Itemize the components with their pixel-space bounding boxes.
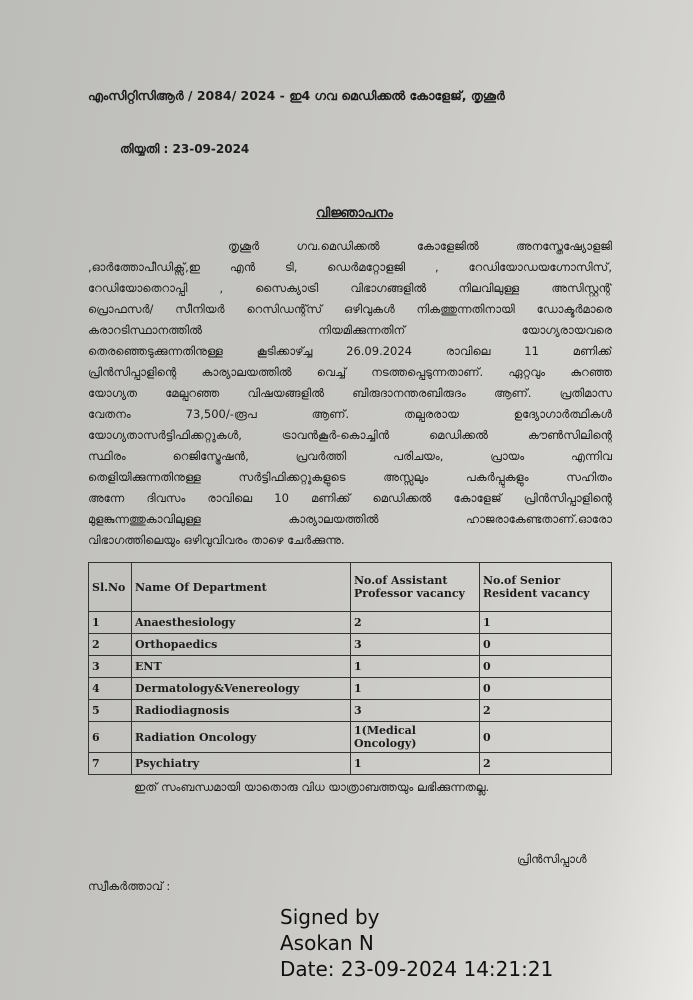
cell-department: Orthopaedics [132, 634, 351, 656]
paragraph-line: പ്രിൻസിപ്പാളിന്റെ കാര്യാലയത്തിൽ വെച്ച് നടത്തപ്പെടുന്നതാണ്. ഏറ്റവും കുറഞ്ഞ [88, 365, 612, 379]
cell-slno: 4 [89, 678, 132, 700]
travel-allowance-note: ഇത് സംബന്ധമായി യാതൊരു വിധ യാത്രാബത്തയും ലഭിക്കുന്നതല്ല. [134, 780, 490, 794]
document-title: വിജ്ഞാപനം [316, 206, 393, 221]
cell-senior-resident: 0 [480, 656, 612, 678]
cell-senior-resident: 0 [480, 634, 612, 656]
header-asst-prof: No.of Assistant Professor vacancy [351, 563, 480, 612]
paragraph-line: സ്ഥിരം റെജിസ്ട്രേഷൻ, പ്രവർത്തി പരിചയം, പ്രായം എന്നിവ [88, 449, 612, 463]
paragraph-line: വിഭാഗത്തിലെയും ഒഴിവുവിവരം താഴെ ചേർക്കുന്നു. [88, 533, 345, 547]
cell-asst-prof: 3 [351, 634, 480, 656]
cell-slno: 1 [89, 612, 132, 634]
notice-body [88, 236, 612, 551]
cell-asst-prof: 2 [351, 612, 480, 634]
cell-asst-prof: 1(Medical Oncology) [351, 722, 480, 753]
paragraph-line: യോഗ്യത മേല്പറഞ്ഞ വിഷയങ്ങളിൽ ബിരുദാനന്തരബിരുദം ആണ്. പ്രതിമാസ [88, 386, 612, 400]
cell-department: Radiodiagnosis [132, 700, 351, 722]
signature-line-name: Asokan N [280, 931, 374, 955]
table-row [89, 612, 612, 634]
paragraph-line: തൃശൂർ ഗവ.മെഡിക്കൽ കോളേജിൽ അനസ്തേഷ്യോളജി [228, 239, 612, 253]
header-senior-resident: No.of Senior Resident vacancy [480, 563, 612, 612]
paragraph-line: തെരഞ്ഞെടുക്കുന്നതിനുള്ള കൂടിക്കാഴ്ച്ച 26.09.2024 രാവിലെ 11 മണിക്ക് [88, 344, 612, 358]
paragraph-line: പ്രൊഫസർ/ സീനിയർ റെസിഡന്റ്സ് ഒഴിവുകൾ നികത്തുന്നതിനായി ഡോക്ടർമാരെ [88, 302, 612, 316]
table-row [89, 656, 612, 678]
cell-department: Psychiatry [132, 753, 351, 775]
table-row [89, 634, 612, 656]
cell-asst-prof: 1 [351, 656, 480, 678]
vacancy-table [88, 562, 612, 775]
document-date: തിയ്യതി : 23-09-2024 [120, 142, 250, 156]
header-slno: Sl.No [89, 563, 132, 612]
cell-senior-resident: 0 [480, 722, 612, 753]
cell-slno: 6 [89, 722, 132, 753]
cell-slno: 5 [89, 700, 132, 722]
table-row [89, 722, 612, 753]
cell-department: ENT [132, 656, 351, 678]
paragraph-line: കരാറടിസ്ഥാനത്തിൽ നിയമിക്കുന്നതിന് യോഗ്യരായവരെ [88, 323, 612, 337]
cell-slno: 3 [89, 656, 132, 678]
table-row [89, 678, 612, 700]
paragraph-line: വേതനം 73,500/-രൂപ ആണ്. തല്പരരായ ഉദ്യോഗാർത്ഥികൾ [88, 407, 612, 421]
reference-number: എംസിറ്റിസിആർ / 2084/ 2024 - ഇ4 ഗവ മെഡിക്കൽ കോളേജ്, തൃശൂർ [88, 88, 505, 103]
cell-senior-resident: 2 [480, 700, 612, 722]
paragraph-line: തെളിയിക്കുന്നതിനുള്ള സർട്ടിഫിക്കറ്റുകളുടെ അസ്സലും പകർപ്പുകളും സഹിതം [88, 470, 612, 484]
header-department: Name Of Department [132, 563, 351, 612]
cell-department: Anaesthesiology [132, 612, 351, 634]
signatory-title: പ്രിൻസിപ്പാൾ [517, 852, 587, 866]
paragraph-line: യോഗ്യതാസർട്ടിഫിക്കറ്റുകൾ, ട്രാവൻകൂർ-കൊച്ചിൻ മെഡിക്കൽ കൗൺസിലിന്റെ [88, 428, 612, 442]
table-row [89, 700, 612, 722]
signature-line-date: Date: 23-09-2024 14:21:21 [280, 957, 554, 981]
cell-senior-resident: 1 [480, 612, 612, 634]
digital-signature [280, 904, 553, 982]
signature-line-signed-by: Signed by [280, 905, 380, 929]
paragraph-line: മുളങ്കുന്നത്തുകാവിലുള്ള കാര്യാലയത്തിൽ ഹാജരാകേണ്ടതാണ്.ഓരോ [88, 512, 612, 526]
table-row [89, 753, 612, 775]
table-header-row [89, 563, 612, 612]
paragraph-line: റേഡിയോതെറാപ്പി , സൈക്യാട്രി വിഭാഗങ്ങളിൽ നിലവിലുള്ള അസിസ്റ്റന്റ് [88, 281, 612, 295]
cell-senior-resident: 0 [480, 678, 612, 700]
cell-asst-prof: 3 [351, 700, 480, 722]
cell-department: Dermatology&Venereology [132, 678, 351, 700]
cell-slno: 2 [89, 634, 132, 656]
cell-asst-prof: 1 [351, 753, 480, 775]
cell-asst-prof: 1 [351, 678, 480, 700]
cell-department: Radiation Oncology [132, 722, 351, 753]
paragraph-line: ,ഓർത്തോപീഡിക്സ്,ഇ എൻ ടി, ഡെർമറ്റോളജി , റേഡിയോഡയഗ്നോസിസ്, [88, 260, 612, 274]
cell-senior-resident: 2 [480, 753, 612, 775]
cell-slno: 7 [89, 753, 132, 775]
recipient-label: സ്വീകർത്താവ് : [88, 879, 171, 893]
paragraph-line: അന്നേ ദിവസം രാവിലെ 10 മണിക്ക് മെഡിക്കൽ കോളേജ് പ്രിൻസിപ്പാളിന്റെ [88, 491, 612, 505]
